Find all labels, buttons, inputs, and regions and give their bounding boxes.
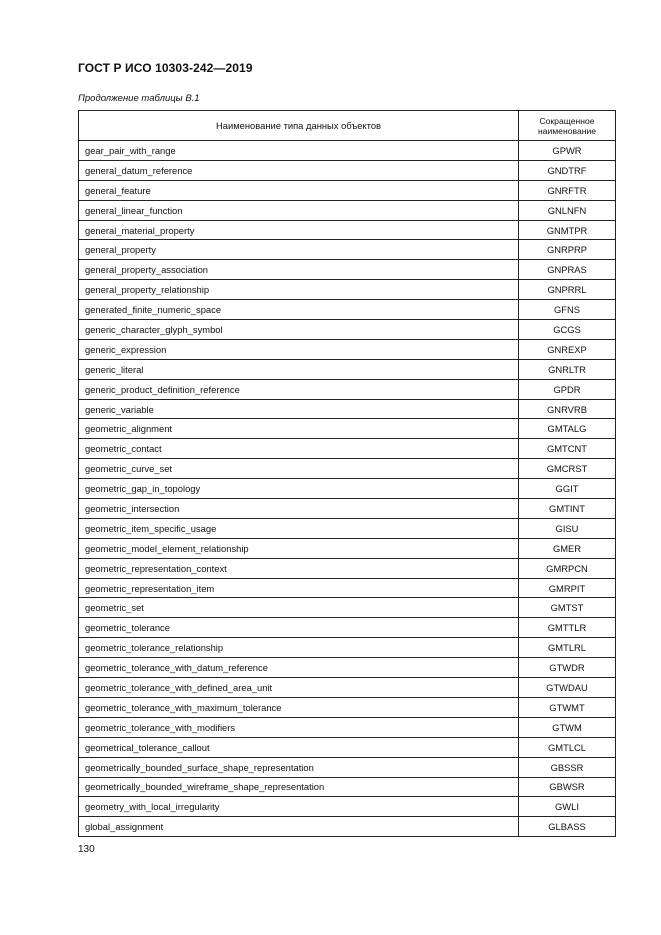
column-header-short-name: [519, 111, 616, 141]
entity-name-cell: geometric_tolerance_with_datum_reference: [79, 658, 519, 678]
entity-name-cell: generic_character_glyph_symbol: [79, 320, 519, 340]
short-name-cell: GISU: [519, 518, 616, 538]
table-row: [79, 618, 616, 638]
page-number: 130: [78, 844, 95, 855]
entity-name-cell: geometric_tolerance_relationship: [79, 638, 519, 658]
short-name-cell: GNLNFN: [519, 200, 616, 220]
short-name-cell: GMTCNT: [519, 439, 616, 459]
entity-name-cell: geometric_tolerance: [79, 618, 519, 638]
table-row: [79, 479, 616, 499]
short-name-cell: GNRPRP: [519, 240, 616, 260]
entity-name-cell: global_assignment: [79, 817, 519, 837]
table-row: [79, 678, 616, 698]
entity-name-cell: geometrically_bounded_wireframe_shape_representation: [79, 777, 519, 797]
short-name-cell: GNRVRB: [519, 399, 616, 419]
table-header-row: [79, 111, 616, 141]
entity-abbreviation-table: [78, 110, 616, 837]
table-row: [79, 578, 616, 598]
short-name-cell: GMER: [519, 538, 616, 558]
short-name-cell: GMRPIT: [519, 578, 616, 598]
short-name-cell: GMTINT: [519, 499, 616, 519]
table-row: [79, 280, 616, 300]
short-name-cell: GMTST: [519, 598, 616, 618]
table-row: [79, 717, 616, 737]
table-row: [79, 240, 616, 260]
short-name-cell: GMTLCL: [519, 737, 616, 757]
short-name-cell: GNRFTR: [519, 180, 616, 200]
entity-name-cell: general_property_association: [79, 260, 519, 280]
entity-name-cell: generic_literal: [79, 359, 519, 379]
entity-name-cell: general_datum_reference: [79, 160, 519, 180]
short-name-cell: GWLI: [519, 797, 616, 817]
table-row: [79, 200, 616, 220]
entity-name-cell: general_property: [79, 240, 519, 260]
entity-name-cell: generated_finite_numeric_space: [79, 300, 519, 320]
table-row: [79, 558, 616, 578]
entity-name-cell: general_feature: [79, 180, 519, 200]
table-row: [79, 757, 616, 777]
short-name-cell: GNPRRL: [519, 280, 616, 300]
short-name-cell: GLBASS: [519, 817, 616, 837]
short-name-cell: GMTTLR: [519, 618, 616, 638]
table-row: [79, 598, 616, 618]
table-row: [79, 220, 616, 240]
entity-name-cell: geometric_representation_context: [79, 558, 519, 578]
table-row: [79, 518, 616, 538]
entity-name-cell: general_property_relationship: [79, 280, 519, 300]
table-row: [79, 160, 616, 180]
short-name-cell: GTWDAU: [519, 678, 616, 698]
short-name-cell: GNDTRF: [519, 160, 616, 180]
entity-name-cell: geometric_intersection: [79, 499, 519, 519]
table-row: [79, 180, 616, 200]
table-row: [79, 499, 616, 519]
entity-name-cell: geometric_tolerance_with_defined_area_unit: [79, 678, 519, 698]
table-row: [79, 538, 616, 558]
entity-name-cell: generic_variable: [79, 399, 519, 419]
table-row: [79, 638, 616, 658]
table-row: [79, 797, 616, 817]
table-row: [79, 260, 616, 280]
table-row: [79, 359, 616, 379]
entity-name-cell: geometric_set: [79, 598, 519, 618]
entity-name-cell: gear_pair_with_range: [79, 141, 519, 161]
table-row: [79, 419, 616, 439]
short-name-cell: GNREXP: [519, 339, 616, 359]
short-name-cell: GPDR: [519, 379, 616, 399]
entity-name-cell: geometric_tolerance_with_modifiers: [79, 717, 519, 737]
short-name-cell: GBSSR: [519, 757, 616, 777]
short-name-cell: GNRLTR: [519, 359, 616, 379]
table-row: [79, 777, 616, 797]
table-row: [79, 737, 616, 757]
entity-name-cell: geometrically_bounded_surface_shape_representation: [79, 757, 519, 777]
column-header-short-name-line1: Сокращенное: [539, 115, 595, 126]
short-name-cell: GMCRST: [519, 459, 616, 479]
short-name-cell: GNPRAS: [519, 260, 616, 280]
table-row: [79, 141, 616, 161]
entity-name-cell: geometric_alignment: [79, 419, 519, 439]
entity-name-cell: geometric_contact: [79, 439, 519, 459]
column-header-entity-name: Наименование типа данных объектов: [79, 111, 519, 141]
short-name-cell: GNMTPR: [519, 220, 616, 240]
table-row: [79, 379, 616, 399]
entity-name-cell: geometric_item_specific_usage: [79, 518, 519, 538]
table-body: [79, 141, 616, 837]
table-row: [79, 817, 616, 837]
entity-name-cell: geometric_model_element_relationship: [79, 538, 519, 558]
entity-name-cell: geometric_curve_set: [79, 459, 519, 479]
short-name-cell: GCGS: [519, 320, 616, 340]
entity-name-cell: general_material_property: [79, 220, 519, 240]
entity-name-cell: generic_expression: [79, 339, 519, 359]
short-name-cell: GPWR: [519, 141, 616, 161]
column-header-short-name-line2: наименование: [537, 125, 597, 136]
short-name-cell: GBWSR: [519, 777, 616, 797]
short-name-cell: GMTLRL: [519, 638, 616, 658]
short-name-cell: GGIT: [519, 479, 616, 499]
short-name-cell: GTWM: [519, 717, 616, 737]
entity-name-cell: geometry_with_local_irregularity: [79, 797, 519, 817]
entity-name-cell: geometric_tolerance_with_maximum_tolerance: [79, 697, 519, 717]
entity-name-cell: geometric_gap_in_topology: [79, 479, 519, 499]
table-row: [79, 459, 616, 479]
table-row: [79, 339, 616, 359]
short-name-cell: GTWMT: [519, 697, 616, 717]
short-name-cell: GTWDR: [519, 658, 616, 678]
table-caption: Продолжение таблицы В.1: [78, 93, 200, 104]
entity-name-cell: geometric_representation_item: [79, 578, 519, 598]
entity-name-cell: geometrical_tolerance_callout: [79, 737, 519, 757]
table-row: [79, 399, 616, 419]
table-row: [79, 320, 616, 340]
document-header: ГОСТ Р ИСО 10303-242—2019: [78, 61, 253, 75]
short-name-cell: GMRPCN: [519, 558, 616, 578]
entity-name-cell: general_linear_function: [79, 200, 519, 220]
short-name-cell: GMTALG: [519, 419, 616, 439]
table-row: [79, 697, 616, 717]
short-name-cell: GFNS: [519, 300, 616, 320]
entity-name-cell: generic_product_definition_reference: [79, 379, 519, 399]
table-row: [79, 658, 616, 678]
table-row: [79, 439, 616, 459]
table-row: [79, 300, 616, 320]
